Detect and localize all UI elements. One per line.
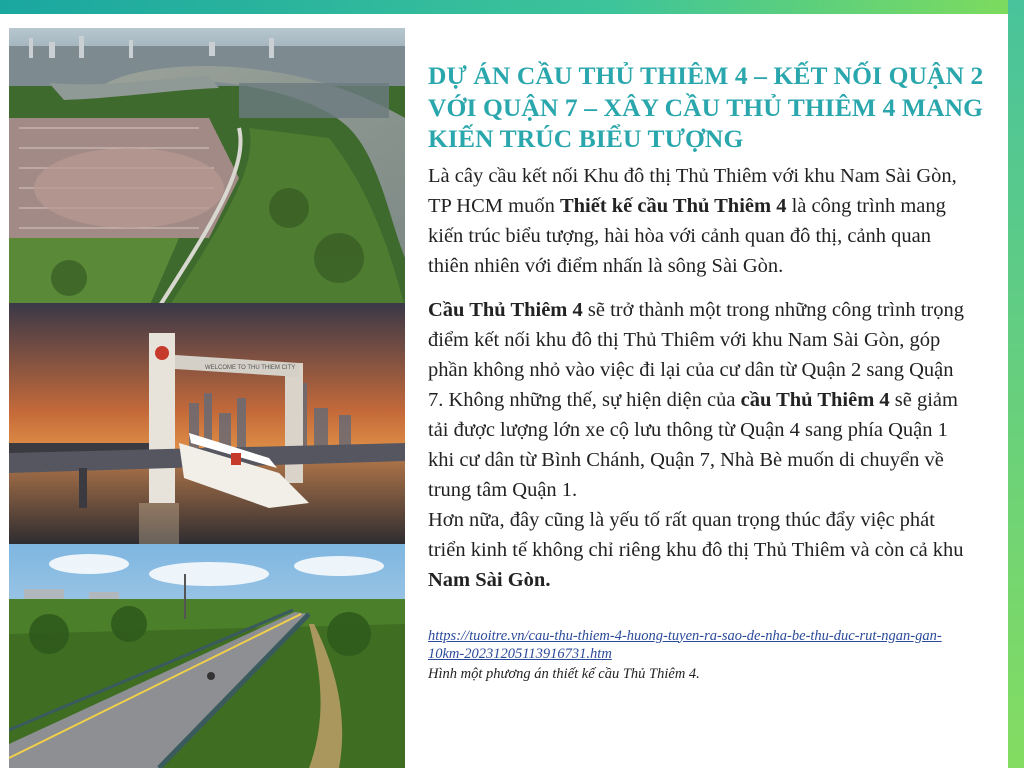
road-photo bbox=[9, 544, 405, 768]
bridge-sign: WELCOME TO THU THIEM CITY bbox=[205, 365, 296, 371]
paragraph-2 bbox=[428, 295, 973, 505]
paragraph-1-text-end: là công trình mang kiến trúc biểu tượng, hài hòa với cảnh quan đô thị, cảnh quan thiên nhiên với điểm nhấn là sông Sài Gòn. bbox=[428, 194, 946, 277]
source-link[interactable]: https://tuoitre.vn/cau-thu-thiem-4-huong-tuyen-ra-sao-de-nha-be-thu-duc-rut-ngan-gan-10km-20231205113916731.htm bbox=[428, 627, 942, 662]
top-gradient-strip bbox=[0, 0, 1024, 14]
aerial-photo bbox=[9, 28, 405, 307]
image-caption: Hình một phương án thiết kế cầu Thủ Thiêm 4. bbox=[428, 665, 700, 682]
paragraph-1-text: Là cây cầu kết nối Khu đô thị Thủ Thiêm với khu Nam Sài Gòn, TP HCM muốn bbox=[428, 164, 957, 217]
paragraph-1 bbox=[428, 161, 973, 281]
paragraph-2-bold-start: Cầu Thủ Thiêm 4 bbox=[428, 298, 583, 321]
article-title: DỰ ÁN CẦU THỦ THIÊM 4 – KẾT NỐI QUẬN 2 VỚI QUẬN 7 – XÂY CẦU THỦ THIÊM 4 MANG KIẾN TRÚC BIỂU TƯỢNG bbox=[428, 61, 984, 153]
paragraph-3-bold: Nam Sài Gòn. bbox=[428, 568, 551, 591]
paragraph-1-bold: Thiết kế cầu Thủ Thiêm 4 bbox=[559, 194, 787, 217]
paragraph-2-bold-mid: cầu Thủ Thiêm 4 bbox=[740, 388, 890, 411]
bridge-render-photo bbox=[9, 303, 405, 547]
right-gradient-edge bbox=[1008, 0, 1024, 768]
paragraph-2-text: sẽ trở thành một trong những công trình trọng điểm kết nối khu đô thị Thủ Thiêm với khu Nam Sài Gòn, góp phần không nhỏ vào việc đi lại của cư dân từ Quận 2 sang Quận 7. Không những thế, sự hiện diện của bbox=[428, 298, 964, 411]
page bbox=[0, 14, 1008, 768]
paragraph-3 bbox=[428, 505, 973, 595]
paragraph-3-text: Hơn nữa, đây cũng là yếu tố rất quan trọng thúc đẩy việc phát triển kinh tế không chỉ riêng khu đô thị Thủ Thiêm và còn cả khu bbox=[428, 508, 964, 561]
paragraph-2-text-end: sẽ giảm tải được lượng lớn xe cộ lưu thông từ Quận 4 sang phía Quận 1 khi cư dân từ Bình Chánh, Quận 7, Nhà Bè muốn di chuyển về trung tâm Quận 1. bbox=[428, 388, 958, 501]
article bbox=[428, 60, 988, 683]
